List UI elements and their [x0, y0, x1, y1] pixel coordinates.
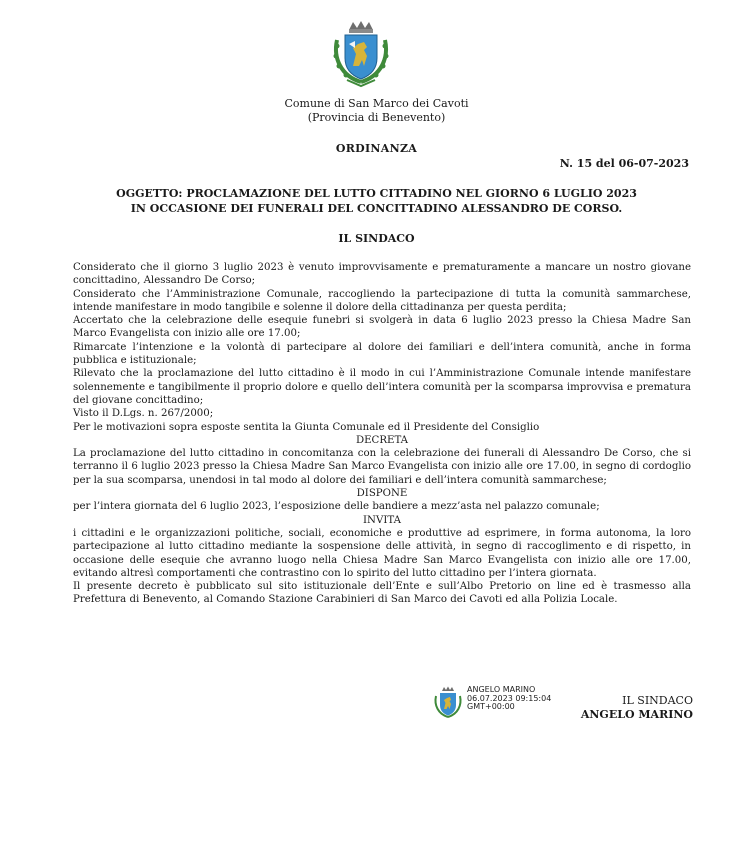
subject-line-2: IN OCCASIONE DEI FUNERALI DEL CONCITTADINO ALESSANDRO DE CORSO.	[130, 202, 623, 215]
invita-heading: INVITA	[363, 514, 401, 526]
provincia-name: (Provincia di Benevento)	[307, 111, 446, 124]
decreta-paragraph: La proclamazione del lutto cittadino in concomitanza con la celebrazione dei funerali di Alessandro De Corso, che si terranno il 6 luglio 2023 presso la Chiesa Madre San Marco Evangelista con inizio alle ore 17.00, in segno di cordoglio per la sua scomparsa, unendosi in tal modo al dolore dei familiari e dell’intera comunità sammarchese;	[73, 448, 691, 486]
accertato-paragraph: Accertato che la celebrazione delle esequie funebri si svolgerà in data 6 luglio 2023 presso la Chiesa Madre San Marco Evangelista con inizio alle ore 17.00;	[73, 315, 691, 340]
dispone-paragraph: per l’intera giornata del 6 luglio 2023, l’esposizione delle bandiere a mezz’asta nel palazzo comunale;	[73, 501, 600, 513]
dispone-heading: DISPONE	[356, 488, 408, 500]
subject-line-1: OGGETTO: PROCLAMAZIONE DEL LUTTO CITTADINO NEL GIORNO 6 LUGLIO 2023	[116, 187, 637, 200]
digital-signature-name: ANGELO MARINO	[467, 685, 536, 694]
visto-paragraph: Visto il D.Lgs. n. 267/2000;	[73, 408, 214, 420]
mayor-heading: IL SINDACO	[338, 232, 415, 245]
signature-block	[433, 686, 693, 726]
signature-crest-icon	[433, 686, 463, 720]
decreta-heading: DECRETA	[355, 434, 409, 446]
digital-signature-datetime: 06.07.2023 09:15:04	[467, 693, 552, 703]
document-title: ORDINANZA	[335, 142, 418, 155]
mayor-signature	[581, 694, 693, 722]
considerato-paragraph-1: Considerato che il giorno 3 luglio 2023 è venuto improvvisamente e prematuramente a mancare un nostro giovane concittadino, Alessandro De Corso;	[73, 262, 691, 287]
digital-signature-timezone: GMT+00:00	[467, 702, 515, 711]
publication-paragraph: Il presente decreto è pubblicato sul sito istituzionale dell’Ente e sull’Albo Pretorio on line ed è trasmesso alla Prefettura di Benevento, al Comando Stazione Carabinieri di San Marco dei Cavoti ed alla Polizia Locale.	[73, 581, 691, 606]
municipal-crest-icon	[331, 20, 391, 88]
rilevato-paragraph: Rilevato che la proclamazione del lutto cittadino è il modo in cui l’Amministrazione Comunale intende manifestare solennemente e tangibilmente il proprio dolore e quello dell’intera comunità per la scomparsa improvvisa e prematura del giovane concittadino;	[73, 368, 691, 406]
ordinance-body	[73, 261, 691, 607]
invita-paragraph: i cittadini e le organizzazioni politiche, sociali, economiche e produttive ad esprimere, in forma autonoma, la loro partecipazione al lutto cittadino mediante la sospensione delle attività, in segno di raccoglimento e di rispetto, in occasione delle esequie che avranno luogo nella Chiesa Madre San Marco Evangelista con inizio alle ore 17.00, evitando altresì comportamenti che contrastino con lo spirito del lutto cittadino per l’intera giornata.	[73, 527, 691, 579]
motivazioni-paragraph: Per le motivazioni sopra esposte sentita la Giunta Comunale ed il Presidente del Consiglio	[73, 421, 540, 433]
rimarcate-paragraph: Rimarcate l’intenzione e la volontà di partecipare al dolore dei familiari e dell’intera comunità, anche in forma pubblica e istituzionale;	[73, 341, 691, 367]
ordinance-number: N. 15 del 06-07-2023	[559, 157, 689, 170]
comune-name: Comune di San Marco dei Cavoti	[284, 97, 469, 110]
municipality-header	[0, 97, 753, 125]
mayor-name: ANGELO MARINO	[580, 708, 693, 721]
mayor-role: IL SINDACO	[622, 694, 693, 707]
considerato-paragraph-2: Considerato che l’Amministrazione Comunale, raccogliendo la partecipazione di tutta la comunità sammarchese, intende manifestare in modo tangibile e solenne il dolore della cittadinanza per questa perdita;	[73, 288, 691, 313]
subject-block	[0, 186, 753, 216]
digital-signature-stamp	[467, 686, 551, 712]
